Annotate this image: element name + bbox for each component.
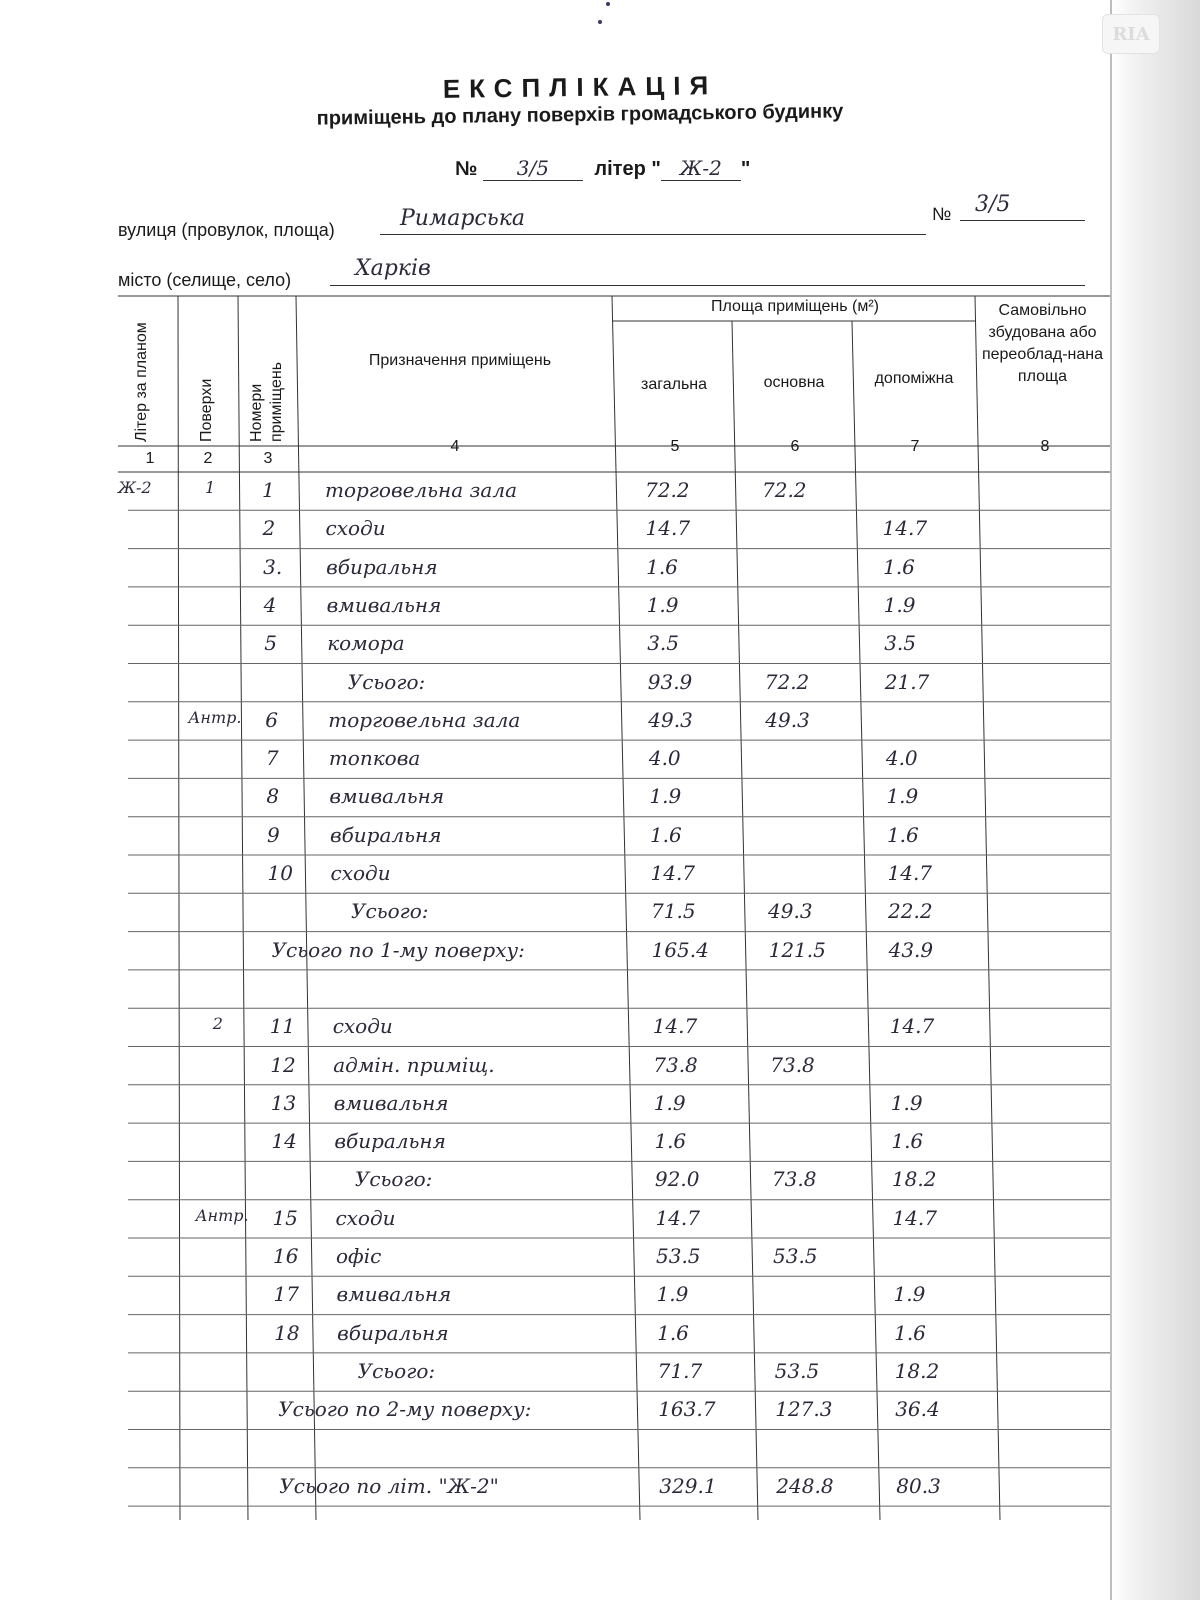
cell-aux: 21.7 bbox=[884, 669, 930, 694]
document-title: ЕКСПЛІКАЦІЯ bbox=[442, 70, 718, 104]
cell-main: 72.2 bbox=[762, 478, 807, 502]
cell-purpose: Усього: bbox=[357, 1358, 436, 1383]
cell-main: 53.5 bbox=[774, 1358, 820, 1383]
cell-purpose: адмін. приміщ. bbox=[333, 1052, 495, 1077]
cell-total: 4.0 bbox=[648, 746, 681, 771]
cell-aux: 3.5 bbox=[884, 631, 916, 656]
cell-main: 73.8 bbox=[771, 1167, 817, 1192]
cell-aux: 18.2 bbox=[894, 1358, 940, 1383]
street-value: Римарська bbox=[400, 206, 525, 231]
cell-aux: 14.7 bbox=[882, 516, 928, 541]
grid-vline-5 bbox=[732, 321, 758, 1520]
cell-purpose: офіс bbox=[336, 1244, 382, 1268]
column-number: 3 bbox=[263, 450, 273, 467]
cell-purpose: Усього: bbox=[347, 669, 426, 694]
grid-vline-6 bbox=[852, 321, 880, 1520]
cell-purpose: Усього: bbox=[354, 1167, 433, 1192]
header-purpose: Призначення приміщень bbox=[368, 352, 552, 369]
cell-no: 11 bbox=[269, 1014, 296, 1039]
cell-no: 5 bbox=[264, 631, 277, 656]
cell-no: 13 bbox=[270, 1090, 297, 1115]
cell-aux: 1.6 bbox=[891, 1129, 924, 1154]
header-aux-area: допоміжна bbox=[874, 370, 954, 387]
cell-purpose: вбиральня bbox=[326, 554, 438, 579]
cell-aux: 80.3 bbox=[896, 1473, 941, 1498]
cell-no: 8 bbox=[266, 784, 280, 809]
header-unauthorized: Самовільно збудована або переоблад-нана площа bbox=[981, 302, 1104, 385]
header-floors: Поверхи bbox=[198, 378, 215, 442]
cell-no: 15 bbox=[272, 1205, 298, 1230]
cell-liter: Ж-2 bbox=[118, 478, 152, 497]
cell-no: 6 bbox=[265, 707, 279, 732]
cell-purpose: торговельна зала bbox=[325, 478, 518, 502]
cell-total: 14.7 bbox=[645, 516, 691, 541]
cell-aux: 1.6 bbox=[894, 1320, 926, 1345]
grid-vline-2 bbox=[238, 296, 248, 1520]
city-value: Харків bbox=[355, 256, 431, 281]
header-liter: Літер за планом bbox=[133, 322, 150, 442]
column-number: 4 bbox=[450, 438, 460, 455]
cell-purpose: комора bbox=[327, 631, 405, 656]
cell-main: 73.8 bbox=[770, 1052, 815, 1077]
cell-purpose: Усього: bbox=[351, 899, 429, 924]
cell-purpose: вмивальня bbox=[333, 1090, 449, 1115]
cell-total: 72.2 bbox=[645, 478, 690, 502]
cell-main: 49.3 bbox=[765, 707, 810, 732]
cell-total: 73.8 bbox=[653, 1052, 698, 1077]
cell-purpose: торговельна зала bbox=[328, 707, 521, 732]
cell-aux: 1.6 bbox=[883, 554, 915, 579]
ink-dot bbox=[606, 2, 610, 6]
cell-total: 1.9 bbox=[646, 592, 679, 617]
cell-floor: 2 bbox=[212, 1014, 223, 1034]
header-main-area: основна bbox=[763, 374, 825, 391]
column-number: 7 bbox=[910, 438, 920, 455]
cell-no: 9 bbox=[266, 822, 280, 847]
cell-purpose: вбиральня bbox=[334, 1129, 446, 1154]
cell-total: 1.9 bbox=[656, 1282, 689, 1307]
cell-no: 7 bbox=[265, 746, 279, 771]
cell-total: 1.6 bbox=[646, 554, 678, 579]
liter-close-quote: " bbox=[740, 158, 751, 180]
cell-no: 10 bbox=[267, 861, 293, 885]
cell-no: 1 bbox=[262, 478, 275, 502]
cell-purpose: Усього по 2-му поверху: bbox=[278, 1397, 532, 1422]
city-label: місто (селище, село) bbox=[118, 270, 292, 290]
cell-floor: Антр. bbox=[188, 707, 242, 727]
cell-aux: 4.0 bbox=[885, 746, 918, 771]
column-number: 6 bbox=[790, 438, 800, 455]
cell-aux: 14.7 bbox=[887, 861, 933, 885]
cell-total: 92.0 bbox=[654, 1167, 700, 1192]
liter-label: літер " bbox=[594, 158, 661, 180]
liter-value: Ж-2 bbox=[661, 156, 741, 181]
cell-floor: Антр. bbox=[195, 1205, 249, 1225]
cell-aux: 36.4 bbox=[895, 1397, 940, 1422]
grid-vline-1 bbox=[178, 296, 180, 1520]
ria-watermark: RIA bbox=[1102, 14, 1160, 54]
cell-purpose: Усього по 1-му поверху: bbox=[271, 937, 525, 962]
cell-no: 17 bbox=[273, 1282, 299, 1307]
cell-aux: 1.9 bbox=[883, 592, 916, 617]
house-number-value: 3/5 bbox=[975, 192, 1011, 217]
document-subtitle: приміщень до плану поверхів громадського будинку bbox=[316, 100, 844, 130]
cell-no: 14 bbox=[271, 1129, 297, 1154]
cell-no: 12 bbox=[270, 1052, 296, 1077]
cell-total: 49.3 bbox=[648, 707, 693, 732]
house-number-label: № bbox=[932, 204, 952, 224]
cell-aux: 1.9 bbox=[890, 1090, 923, 1115]
cell-aux: 43.9 bbox=[888, 937, 934, 962]
cell-no: 4 bbox=[263, 592, 277, 617]
cell-no: 16 bbox=[273, 1244, 299, 1268]
grid-vline-4 bbox=[612, 296, 640, 1520]
cell-aux: 14.7 bbox=[889, 1014, 935, 1039]
cell-no: 3. bbox=[263, 554, 283, 579]
cell-total: 1.9 bbox=[653, 1090, 686, 1115]
number-label: № bbox=[455, 158, 478, 180]
cell-main: 49.3 bbox=[768, 899, 813, 924]
cell-total: 1.6 bbox=[649, 822, 682, 847]
cell-total: 1.6 bbox=[654, 1129, 687, 1154]
cell-total: 93.9 bbox=[647, 669, 693, 694]
cell-aux: 1.6 bbox=[886, 822, 919, 847]
cell-total: 14.7 bbox=[650, 861, 696, 885]
cell-main: 127.3 bbox=[775, 1397, 833, 1422]
cell-purpose: топкова bbox=[328, 746, 421, 771]
cell-total: 14.7 bbox=[655, 1205, 700, 1230]
cell-purpose: Усього по літ. "Ж-2" bbox=[279, 1473, 499, 1498]
cell-total: 14.7 bbox=[652, 1014, 698, 1039]
cell-purpose: сходи bbox=[330, 861, 391, 885]
column-number: 8 bbox=[1040, 438, 1050, 455]
cell-total: 163.7 bbox=[658, 1397, 716, 1422]
cell-aux: 18.2 bbox=[891, 1167, 937, 1192]
cell-total: 3.5 bbox=[647, 631, 679, 656]
cell-total: 1.9 bbox=[649, 784, 682, 809]
cell-total: 329.1 bbox=[659, 1473, 717, 1498]
header-area-group: Площа приміщень (м²) bbox=[711, 298, 879, 315]
cell-purpose: сходи bbox=[325, 516, 386, 541]
ink-dot bbox=[598, 20, 602, 24]
cell-purpose: сходи bbox=[332, 1014, 393, 1039]
cell-total: 71.5 bbox=[651, 899, 696, 924]
cell-aux: 1.9 bbox=[893, 1282, 926, 1307]
cell-purpose: вмивальня bbox=[336, 1282, 452, 1307]
cell-main: 248.8 bbox=[776, 1473, 834, 1498]
header-total-area: загальна bbox=[640, 376, 708, 393]
cell-total: 71.7 bbox=[657, 1358, 703, 1383]
cell-purpose: сходи bbox=[335, 1205, 396, 1230]
cell-main: 72.2 bbox=[764, 669, 810, 694]
cell-aux: 14.7 bbox=[892, 1205, 937, 1230]
header-room-numbers: Номери приміщень bbox=[248, 361, 285, 442]
cell-purpose: вмивальня bbox=[329, 784, 445, 809]
cell-total: 1.6 bbox=[657, 1320, 689, 1345]
number-value: 3/5 bbox=[483, 156, 583, 181]
cell-no: 18 bbox=[274, 1320, 300, 1345]
cell-aux: 1.9 bbox=[886, 784, 919, 809]
cell-total: 53.5 bbox=[656, 1244, 701, 1268]
cell-purpose: вбиральня bbox=[329, 822, 442, 847]
cell-no: 2 bbox=[262, 516, 276, 541]
cell-main: 121.5 bbox=[768, 937, 826, 962]
cell-purpose: вмивальня bbox=[326, 592, 442, 617]
column-number: 2 bbox=[203, 450, 213, 467]
column-number: 1 bbox=[145, 450, 155, 467]
column-number: 5 bbox=[670, 438, 680, 455]
cell-floor: 1 bbox=[205, 478, 216, 497]
cell-aux: 22.2 bbox=[888, 899, 933, 924]
cell-main: 53.5 bbox=[773, 1244, 818, 1268]
street-label: вулиця (провулок, площа) bbox=[118, 220, 335, 240]
cell-purpose: вбиральня bbox=[337, 1320, 449, 1345]
grid-vline-7 bbox=[975, 296, 1000, 1520]
cell-total: 165.4 bbox=[651, 937, 709, 962]
